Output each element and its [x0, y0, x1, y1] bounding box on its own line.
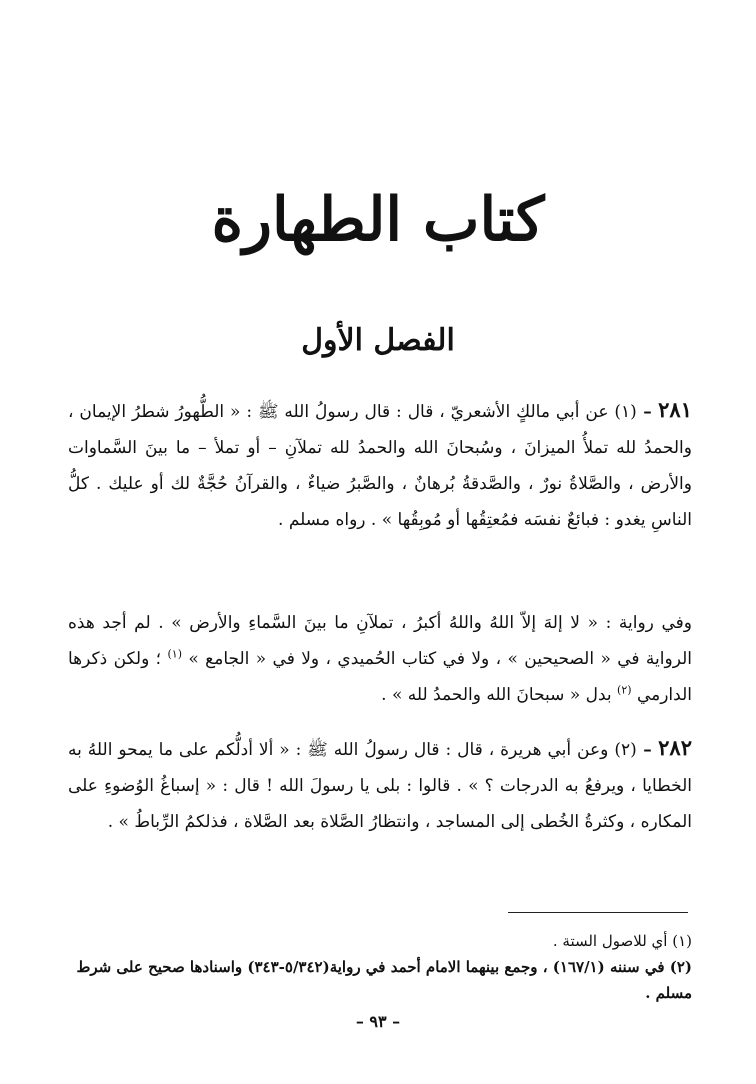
footnote-ref: (١) — [167, 647, 182, 661]
variant-text: بدل « سبحانَ الله والحمدُ لله » . — [381, 685, 618, 705]
page-number: – ٩٣ – — [355, 1012, 401, 1031]
hadith-number: ٢٨١ — [658, 397, 692, 422]
variant-text: ؛ ولكن ذكرها الدارمي — [68, 649, 692, 705]
footnote-ref: (٢) — [617, 683, 632, 697]
variant-note — [68, 605, 692, 713]
hadith-282 — [68, 730, 692, 840]
chapter-title: الفصل الأول — [301, 323, 455, 358]
variant-paragraph — [68, 605, 692, 713]
hadith-separator: – — [636, 740, 659, 760]
hadith-sub-number: (٢) — [614, 740, 637, 760]
hadith-text: وعن أبي هريرة ، قال : قال رسولُ الله ﷺ : « ألا أدلُّكم على ما يمحو اللهُ به الخطايا ، ويرفعُ به الدرجات ؟ » . قالوا : بلى يا رسولَ الله ! قال : « إسباغُ الوُضوءِ على المكاره ، وكثرةُ الخُطى إلى المساجد ، وانتظارُ الصَّلاة بعد الصَّلاة ، فذلكمُ الرِّباطُ » . — [68, 740, 692, 832]
footnote-1: (١) أي للاصول الستة . — [552, 932, 692, 950]
hadith-281 — [68, 392, 692, 538]
footnote-divider — [508, 912, 688, 913]
variant-text: وفي رواية : « لا إلهَ إلاّ اللهُ واللهُ أكبرُ ، تملآنِ ما بينَ السَّماءِ والأرض » . لم أجد هذه الرواية في « الصحيحين » ، ولا في كتاب الحُميدي ، ولا في « الجامع » — [68, 613, 692, 669]
hadith-text: عن أبي مالكٍ الأشعريّ ، قال : قال رسولُ الله ﷺ : « الطُّهورُ شطرُ الإيمان ، والحمدُ لله تملأُ الميزانَ ، وسُبحانَ الله والحمدُ لله تملآنِ – أو تملأ – ما بينَ السَّماوات والأرض ، والصَّلاةُ نورٌ ، والصَّدقةُ بُرهانٌ ، والصَّبرُ ضياءٌ ، والقرآنُ حُجَّةٌ لك أو عليك . كلُّ الناسِ يغدو : فبائعٌ نفسَه فمُعتِقُها أو مُوبِقُها » . رواه مسلم . — [68, 402, 692, 530]
footnote-2: (٢) في سننه (١٦٧/١) ، وجمع بينهما الامام أحمد في رواية(٥/٣٤٢-٣٤٣) واسنادها صحيح على شرط مسلم . — [76, 958, 692, 1002]
book-title: كتاب الطهارة — [211, 185, 545, 255]
hadith-282-paragraph — [68, 730, 692, 840]
hadith-281-paragraph — [68, 392, 692, 538]
hadith-sub-number: (١) — [614, 402, 637, 422]
hadith-separator: – — [636, 402, 659, 422]
footnotes — [68, 928, 692, 1006]
hadith-number: ٢٨٢ — [658, 735, 692, 760]
